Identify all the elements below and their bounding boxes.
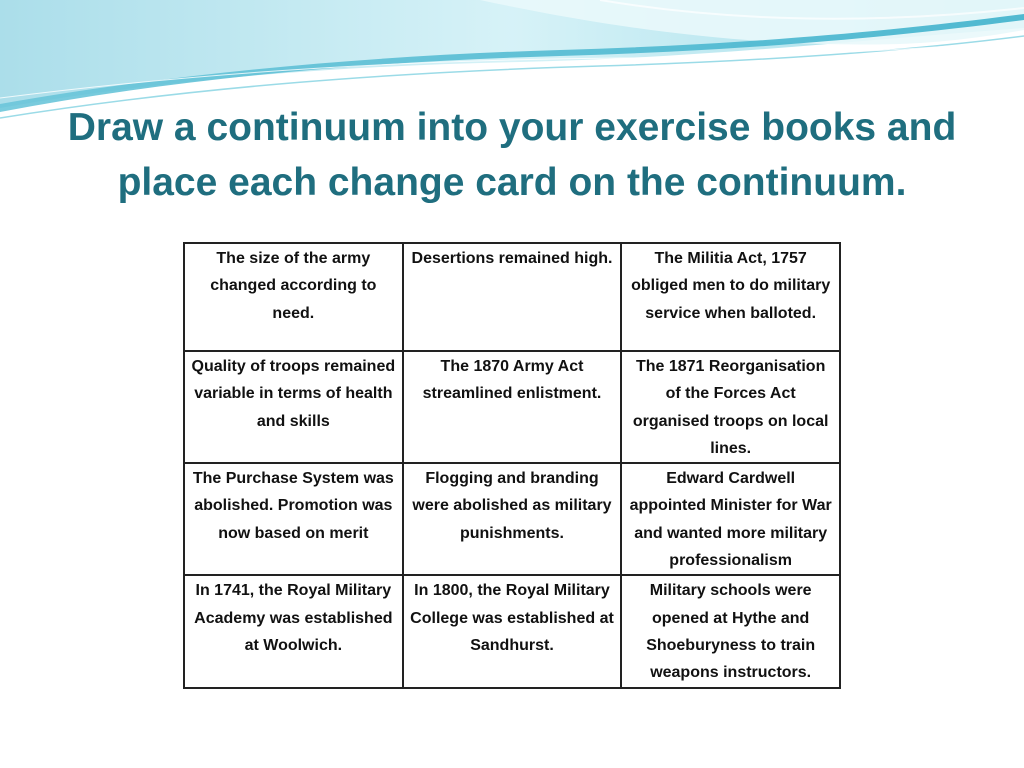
slide-title <box>40 100 984 210</box>
cards-row-2 <box>184 351 840 463</box>
change-card: Quality of troops remained variable in terms of health and skills <box>184 351 403 463</box>
slide-title-line-1: Draw a continuum into your exercise books and <box>67 106 957 149</box>
change-card: In 1741, the Royal Military Academy was established at Woolwich. <box>184 575 403 687</box>
change-card: Edward Cardwell appointed Minister for War and wanted more military professionalism <box>621 463 840 575</box>
slide-title-line-2: place each change card on the continuum. <box>117 161 907 204</box>
change-card: The 1870 Army Act streamlined enlistment. <box>403 351 622 463</box>
cards-row-4 <box>184 575 840 687</box>
change-card: Military schools were opened at Hythe and Shoeburyness to train weapons instructors. <box>621 575 840 687</box>
change-card: The Purchase System was abolished. Promotion was now based on merit <box>184 463 403 575</box>
change-card: Flogging and branding were abolished as military punishments. <box>403 463 622 575</box>
change-card: The size of the army changed according to need. <box>184 243 403 351</box>
change-card: In 1800, the Royal Military College was established at Sandhurst. <box>403 575 622 687</box>
change-card: The 1871 Reorganisation of the Forces Act organised troops on local lines. <box>621 351 840 463</box>
change-card: The Militia Act, 1757 obliged men to do military service when balloted. <box>621 243 840 351</box>
change-cards-table <box>183 242 841 689</box>
cards-row-3 <box>184 463 840 575</box>
change-card: Desertions remained high. <box>403 243 622 351</box>
cards-row-1 <box>184 243 840 351</box>
